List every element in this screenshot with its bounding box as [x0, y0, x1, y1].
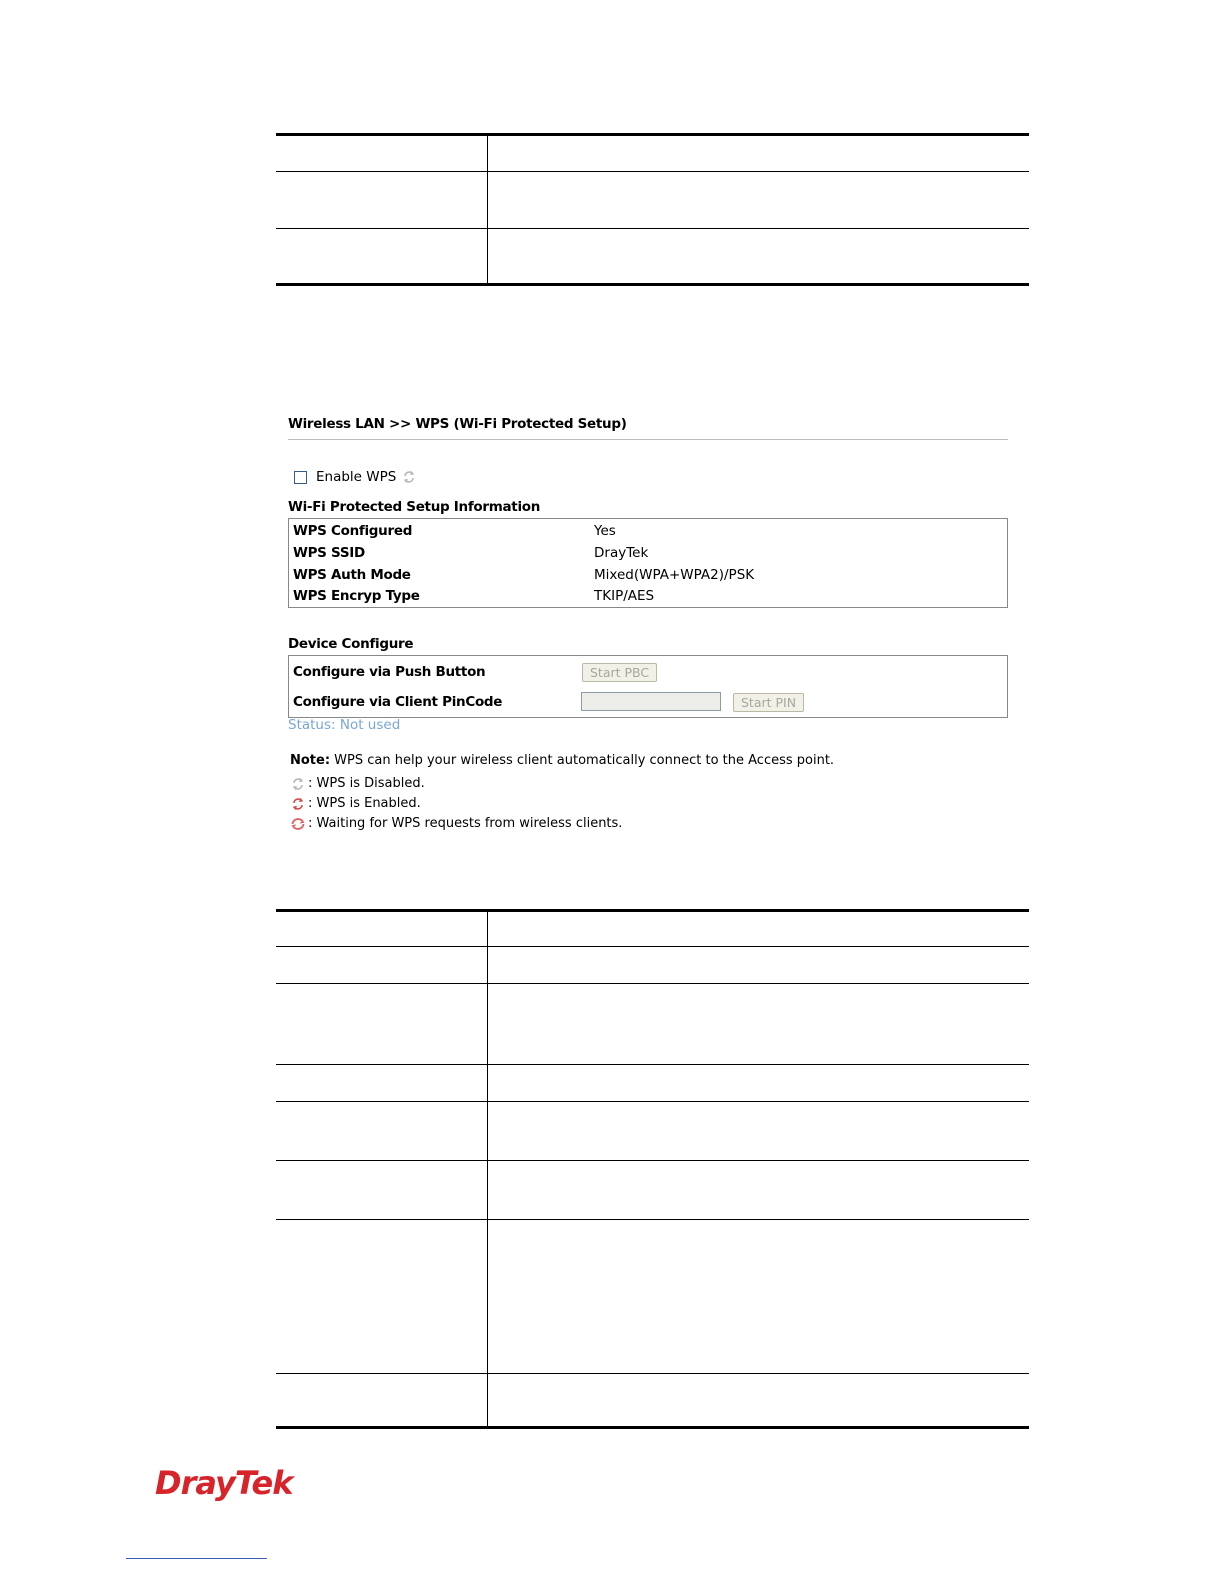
table-row-rule	[276, 1373, 1029, 1374]
info-row-ssid	[293, 543, 648, 563]
info-row-encryp-type	[293, 586, 654, 606]
enable-wps-checkbox[interactable]	[294, 471, 307, 484]
start-pbc-button[interactable]: Start PBC	[582, 663, 657, 682]
table-bottom-rule	[276, 283, 1029, 286]
enable-wps-row	[294, 468, 416, 486]
title-divider	[288, 439, 1008, 440]
table-top-rule	[276, 909, 1029, 912]
legend-waiting	[290, 816, 622, 831]
wps-enabled-icon	[290, 797, 306, 811]
pincode-row	[293, 692, 594, 712]
table-row-rule	[276, 171, 1029, 172]
table-row-rule	[276, 1064, 1029, 1065]
page-title: Wireless LAN >> WPS (Wi-Fi Protected Setup)	[288, 416, 627, 432]
info-value: TKIP/AES	[594, 588, 655, 604]
info-label: WPS Configured	[293, 523, 413, 539]
info-label: WPS Auth Mode	[293, 567, 411, 583]
top-doc-table	[276, 133, 1029, 286]
svg-text:DrayTek: DrayTek	[155, 1464, 293, 1502]
legend-enabled	[290, 796, 421, 811]
device-configure-box	[288, 655, 1008, 718]
table-top-rule	[276, 133, 1029, 136]
start-pin-button[interactable]: Start PIN	[733, 693, 804, 712]
info-row-configured	[293, 521, 616, 541]
info-value: DrayTek	[594, 545, 649, 561]
push-button-label: Configure via Push Button	[293, 664, 486, 680]
note-body: WPS can help your wireless client automatically connect to the Access point.	[330, 753, 835, 768]
wps-disabled-icon	[402, 470, 416, 484]
wps-waiting-icon	[290, 817, 306, 831]
info-label: WPS SSID	[293, 545, 365, 561]
device-section-title: Device Configure	[288, 636, 414, 652]
table-row-rule	[276, 1160, 1029, 1161]
table-row-rule	[276, 946, 1029, 947]
info-label: WPS Encryp Type	[293, 588, 420, 604]
push-button-row	[293, 662, 594, 682]
info-value: Mixed(WPA+WPA2)/PSK	[594, 567, 755, 583]
legend-text: : Waiting for WPS requests from wireless clients.	[308, 816, 623, 831]
info-section-title: Wi-Fi Protected Setup Information	[288, 499, 541, 515]
pincode-label: Configure via Client PinCode	[293, 694, 503, 710]
table-bottom-rule	[276, 1426, 1029, 1429]
note-prefix: Note:	[290, 753, 331, 768]
table-row-rule	[276, 1101, 1029, 1102]
table-column-divider	[487, 912, 488, 1426]
wps-info-box	[288, 518, 1008, 608]
note-text	[290, 753, 834, 768]
pincode-input[interactable]	[581, 692, 721, 711]
status-text: Status: Not used	[288, 717, 401, 733]
info-value: Yes	[594, 523, 616, 539]
table-row-rule	[276, 1219, 1029, 1220]
draytek-logo	[155, 1463, 295, 1503]
footer-rule	[126, 1558, 267, 1559]
legend-text: : WPS is Enabled.	[308, 796, 421, 811]
table-row-rule	[276, 983, 1029, 984]
table-row-rule	[276, 228, 1029, 229]
wps-disabled-icon	[290, 777, 306, 791]
enable-wps-label: Enable WPS	[316, 469, 397, 485]
info-row-auth-mode	[293, 565, 754, 585]
legend-disabled	[290, 776, 425, 791]
bottom-doc-table	[276, 909, 1029, 1430]
table-column-divider	[487, 136, 488, 283]
legend-text: : WPS is Disabled.	[308, 776, 425, 791]
